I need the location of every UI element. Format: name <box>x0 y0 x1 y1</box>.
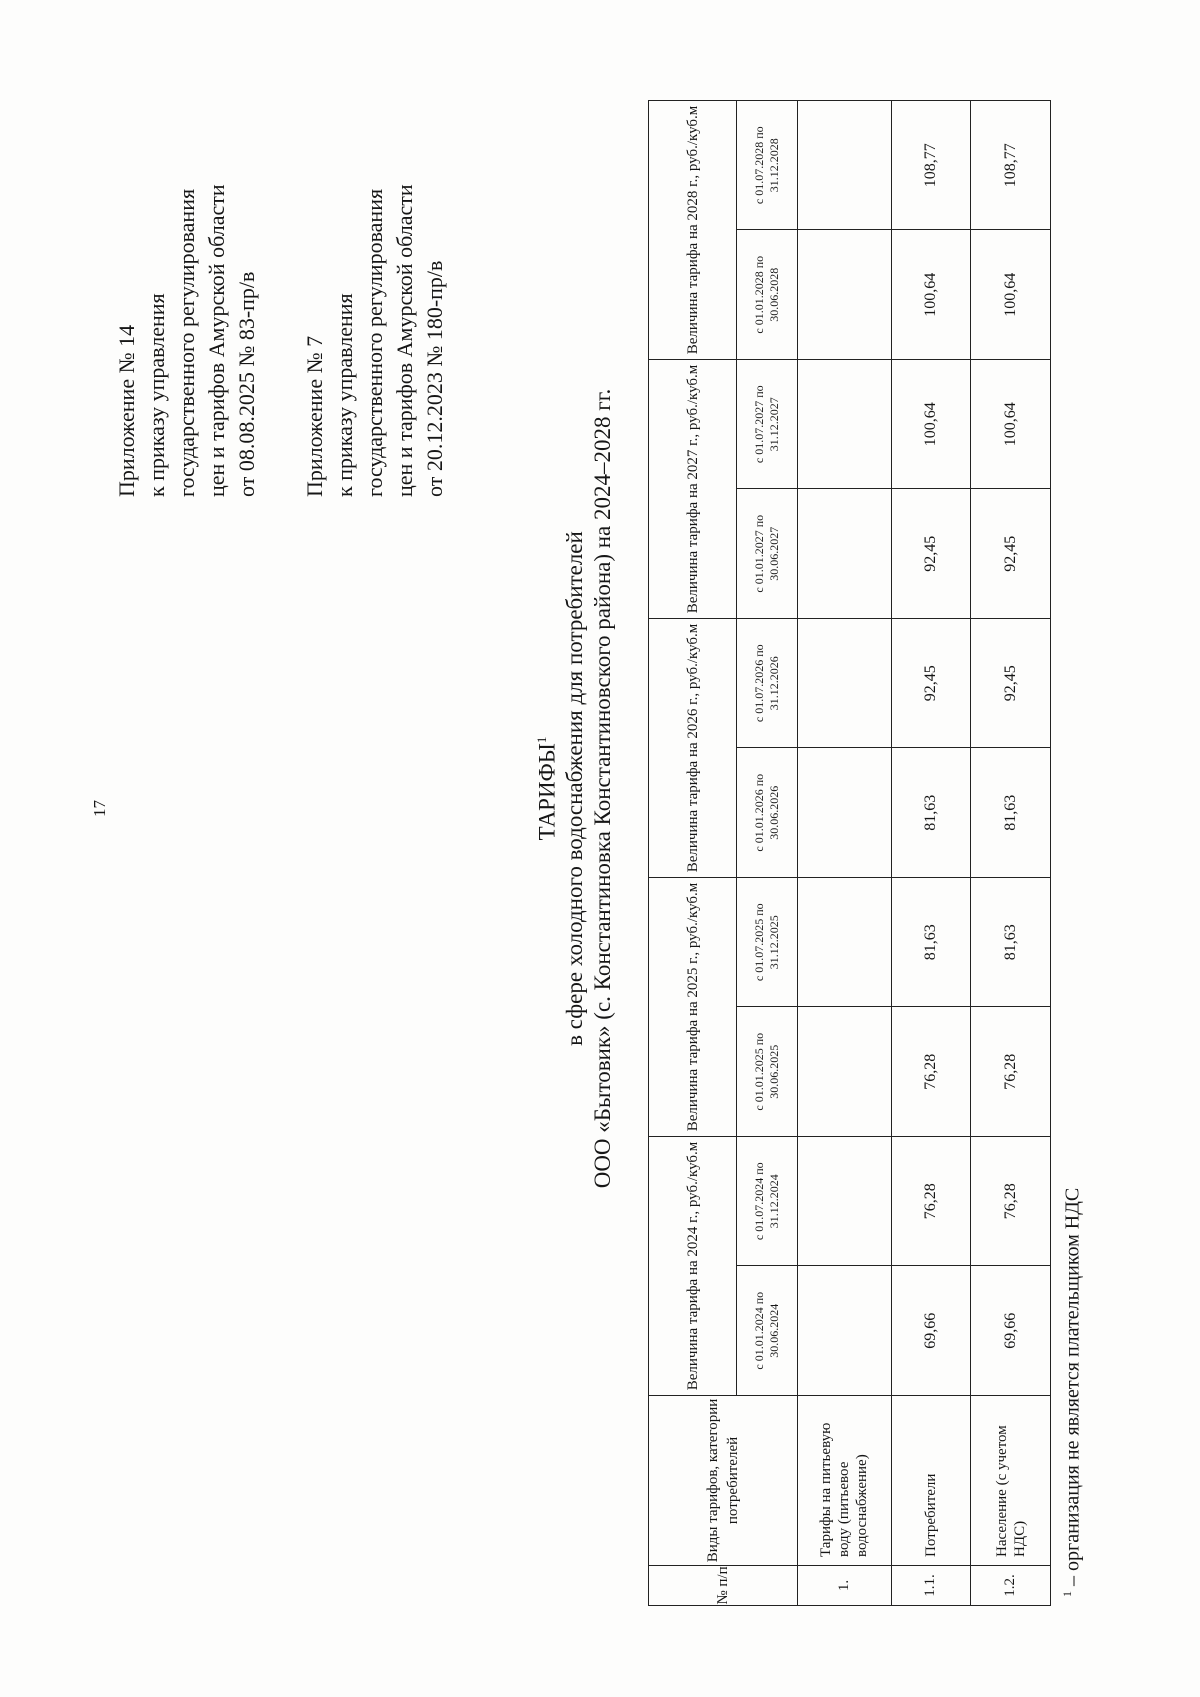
tariff-value-cell: 108,77 <box>891 101 971 231</box>
document-title <box>534 0 561 1637</box>
tariff-value-cell: 81,63 <box>891 878 971 1008</box>
header-year-2027: Величина тарифа на 2027 г., руб./куб.м <box>649 360 737 619</box>
appendix-line: государственного регулирования <box>174 188 199 497</box>
row-number: 1. <box>798 1566 891 1606</box>
table-row <box>891 101 971 1606</box>
tariff-value-cell <box>798 360 891 490</box>
tariff-value-cell: 81,63 <box>971 878 1051 1008</box>
header-period: с 01.07.2027 по 31.12.2027 <box>737 360 798 490</box>
tariff-value-cell: 100,64 <box>971 360 1051 490</box>
header-period: с 01.07.2025 по 31.12.2025 <box>737 878 798 1008</box>
row-number: 1.2. <box>971 1566 1051 1606</box>
header-period: с 01.01.2027 по 30.06.2027 <box>737 489 798 619</box>
tariff-value-cell: 69,66 <box>971 1266 1051 1396</box>
tariff-value-cell <box>798 878 891 1008</box>
header-number: № п/п <box>649 1566 798 1606</box>
tariff-table <box>648 100 1051 1606</box>
header-row-periods <box>737 101 798 1606</box>
header-year-2024: Величина тарифа на 2024 г., руб./куб.м <box>649 1137 737 1396</box>
appendix-line: к приказу управления <box>144 293 169 497</box>
tariff-value-cell <box>798 748 891 878</box>
tariff-value-cell <box>798 1266 891 1396</box>
footnote <box>1060 1188 1085 1597</box>
tariff-value-cell: 100,64 <box>891 360 971 490</box>
header-year-2025: Величина тарифа на 2025 г., руб./куб.м <box>649 878 737 1137</box>
header-year-2026: Величина тарифа на 2026 г., руб./куб.м <box>649 619 737 878</box>
appendix-original-block <box>300 184 450 497</box>
appendix-line: Приложение № 14 <box>114 324 139 497</box>
tariff-value-cell: 92,45 <box>891 619 971 749</box>
appendix-line: к приказу управления <box>332 293 357 497</box>
tariff-value-cell <box>798 1007 891 1137</box>
appendix-line: от 08.08.2025 № 83-пр/в <box>234 271 259 497</box>
tariff-value-cell: 69,66 <box>891 1266 971 1396</box>
row-number: 1.1. <box>891 1566 971 1606</box>
tariff-value-cell <box>798 230 891 360</box>
title-footnote-mark: 1 <box>534 736 549 744</box>
tariff-value-cell: 81,63 <box>971 748 1051 878</box>
tariff-value-cell: 92,45 <box>971 489 1051 619</box>
header-period: с 01.01.2028 по 30.06.2028 <box>737 230 798 360</box>
header-row-years <box>649 101 737 1606</box>
header-period: с 01.07.2024 по 31.12.2024 <box>737 1137 798 1267</box>
page-number: 17 <box>90 800 109 817</box>
tariff-value-cell: 92,45 <box>971 619 1051 749</box>
footnote-mark: 1 <box>1060 1591 1074 1597</box>
row-label: Потребители <box>891 1396 971 1566</box>
row-label: Тарифы на питьевую воду (питьевое водоснабжение) <box>798 1396 891 1566</box>
header-year-2028: Величина тарифа на 2028 г., руб./куб.м <box>649 101 737 360</box>
appendix-line: Приложение № 7 <box>302 335 327 497</box>
tariff-value-cell <box>798 489 891 619</box>
title-organization: ООО «Бытовик» (с. Константиновка Константиновского района) на 2024–2028 гг. <box>590 388 615 1189</box>
tariff-value-cell: 76,28 <box>891 1007 971 1137</box>
tariff-value-cell: 92,45 <box>891 489 971 619</box>
tariff-value-cell: 81,63 <box>891 748 971 878</box>
tariff-value-cell: 108,77 <box>971 101 1051 231</box>
tariff-value-cell <box>798 619 891 749</box>
header-period: с 01.01.2026 по 30.06.2026 <box>737 748 798 878</box>
appendix-current-block <box>112 184 262 497</box>
header-period: с 01.01.2024 по 30.06.2024 <box>737 1266 798 1396</box>
title-subtitle: в сфере холодного водоснабжения для потребителей <box>562 531 587 1046</box>
tariff-value-cell: 100,64 <box>971 230 1051 360</box>
appendix-line: государственного регулирования <box>362 188 387 497</box>
header-period: с 01.07.2026 по 31.12.2026 <box>737 619 798 749</box>
tariff-value-cell <box>798 1137 891 1267</box>
footnote-text: – организация не является плательщиком НДС <box>1061 1187 1084 1591</box>
header-tariff-kind: Виды тарифов, категории потребителей <box>649 1396 798 1566</box>
tariff-value-cell: 100,64 <box>891 230 971 360</box>
tariff-value-cell: 76,28 <box>971 1007 1051 1137</box>
appendix-line: цен и тарифов Амурской области <box>392 184 417 497</box>
appendix-line: от 20.12.2023 № 180-пр/в <box>422 260 447 497</box>
table-row <box>798 101 891 1606</box>
title-main: ТАРИФЫ <box>534 743 560 841</box>
tariff-value-cell: 76,28 <box>891 1137 971 1267</box>
appendix-line: цен и тарифов Амурской области <box>204 184 229 497</box>
tariff-value-cell <box>798 101 891 231</box>
tariff-value-cell: 76,28 <box>971 1137 1051 1267</box>
table-row <box>971 101 1051 1606</box>
header-period: с 01.01.2025 по 30.06.2025 <box>737 1007 798 1137</box>
row-label: Население (с учетом НДС) <box>971 1396 1051 1566</box>
header-period: с 01.07.2028 по 31.12.2028 <box>737 101 798 231</box>
